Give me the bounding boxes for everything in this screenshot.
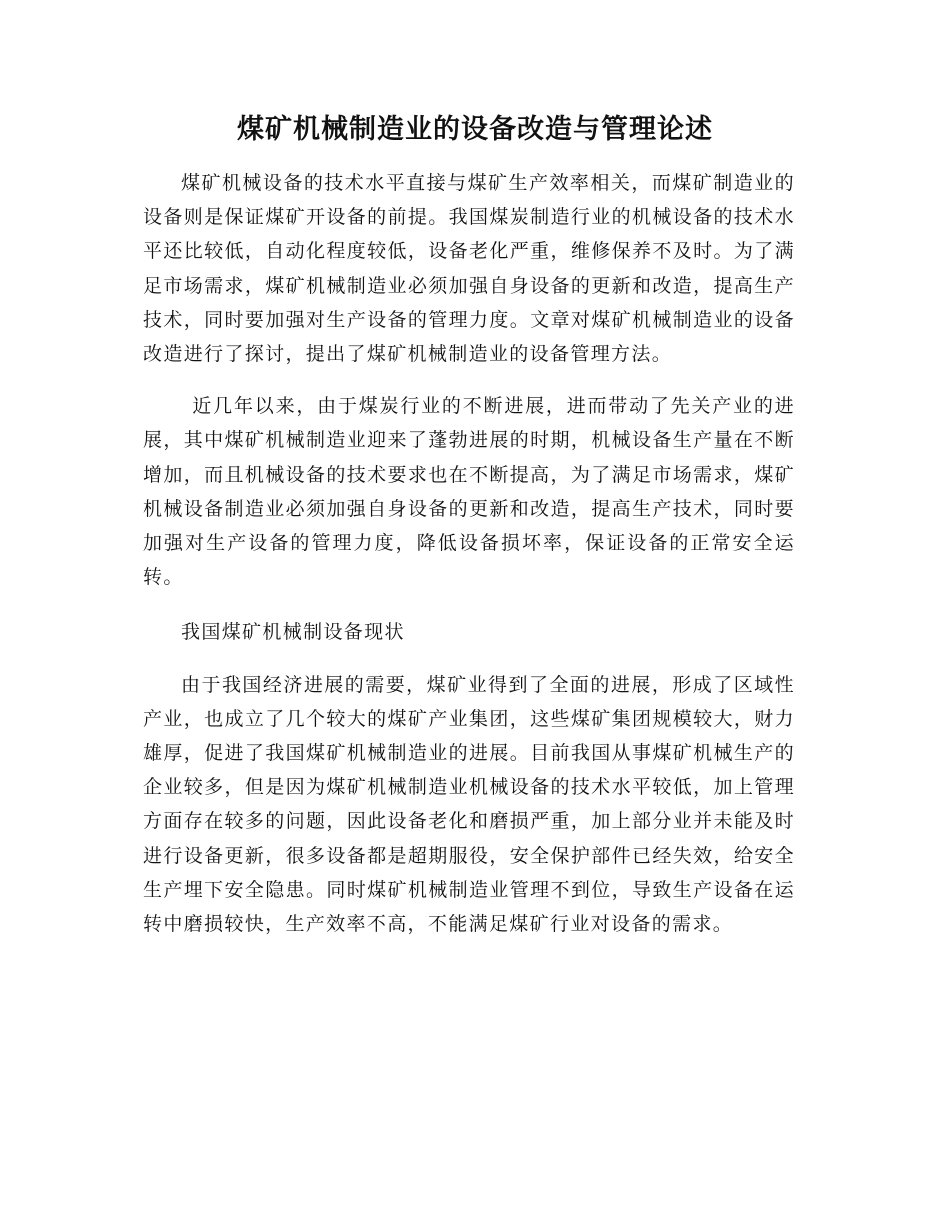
document-title: 煤矿机械制造业的设备改造与管理论述: [237, 114, 713, 145]
paragraph-introduction: 近几年以来，由于煤炭行业的不断进展，进而带动了先关产业的进展，其中煤矿机械制造业迎来了蓬勃进展的时期，机械设备生产量在不断增加，而且机械设备的技术要求也在不断提高，为了满足市场需求，煤矿机械设备制造业必须加强自身设备的更新和改造，提高生产技术，同时要加强对生产设备的管理力度，降低设备损坏率，保证设备的正常安全运转。: [143, 395, 795, 589]
section-heading: 我国煤矿机械制设备现状: [181, 621, 405, 644]
paragraph-status: 由于我国经济进展的需要，煤矿业得到了全面的进展，形成了区域性产业，也成立了几个较大的煤矿产业集团，这些煤矿集团规模较大，财力雄厚，促进了我国煤矿机械制造业的进展。目前我国从事煤矿机械生产的企业较多，但是因为煤矿机械制造业机械设备的技术水平较低，加上管理方面存在较多的问题，因此设备老化和磨损严重，加上部分业并未能及时进行设备更新，很多设备都是超期服役，安全保护部件已经失效，给安全生产埋下安全隐患。同时煤矿机械制造业管理不到位，导致生产设备在运转中磨损较快，生产效率不高，不能满足煤矿行业对设备的需求。: [143, 673, 795, 936]
document-body: [143, 166, 795, 941]
paragraph-abstract: 煤矿机械设备的技术水平直接与煤矿生产效率相关，而煤矿制造业的设备则是保证煤矿开设备的前提。我国煤炭制造行业的机械设备的技术水平还比较低，自动化程度较低，设备老化严重，维修保养不及时。为了满足市场需求，煤矿机械制造业必须加强自身设备的更新和改造，提高生产技术，同时要加强对生产设备的管理力度。文章对煤矿机械制造业的设备改造进行了探讨，提出了煤矿机械制造业的设备管理方法。: [143, 172, 795, 366]
